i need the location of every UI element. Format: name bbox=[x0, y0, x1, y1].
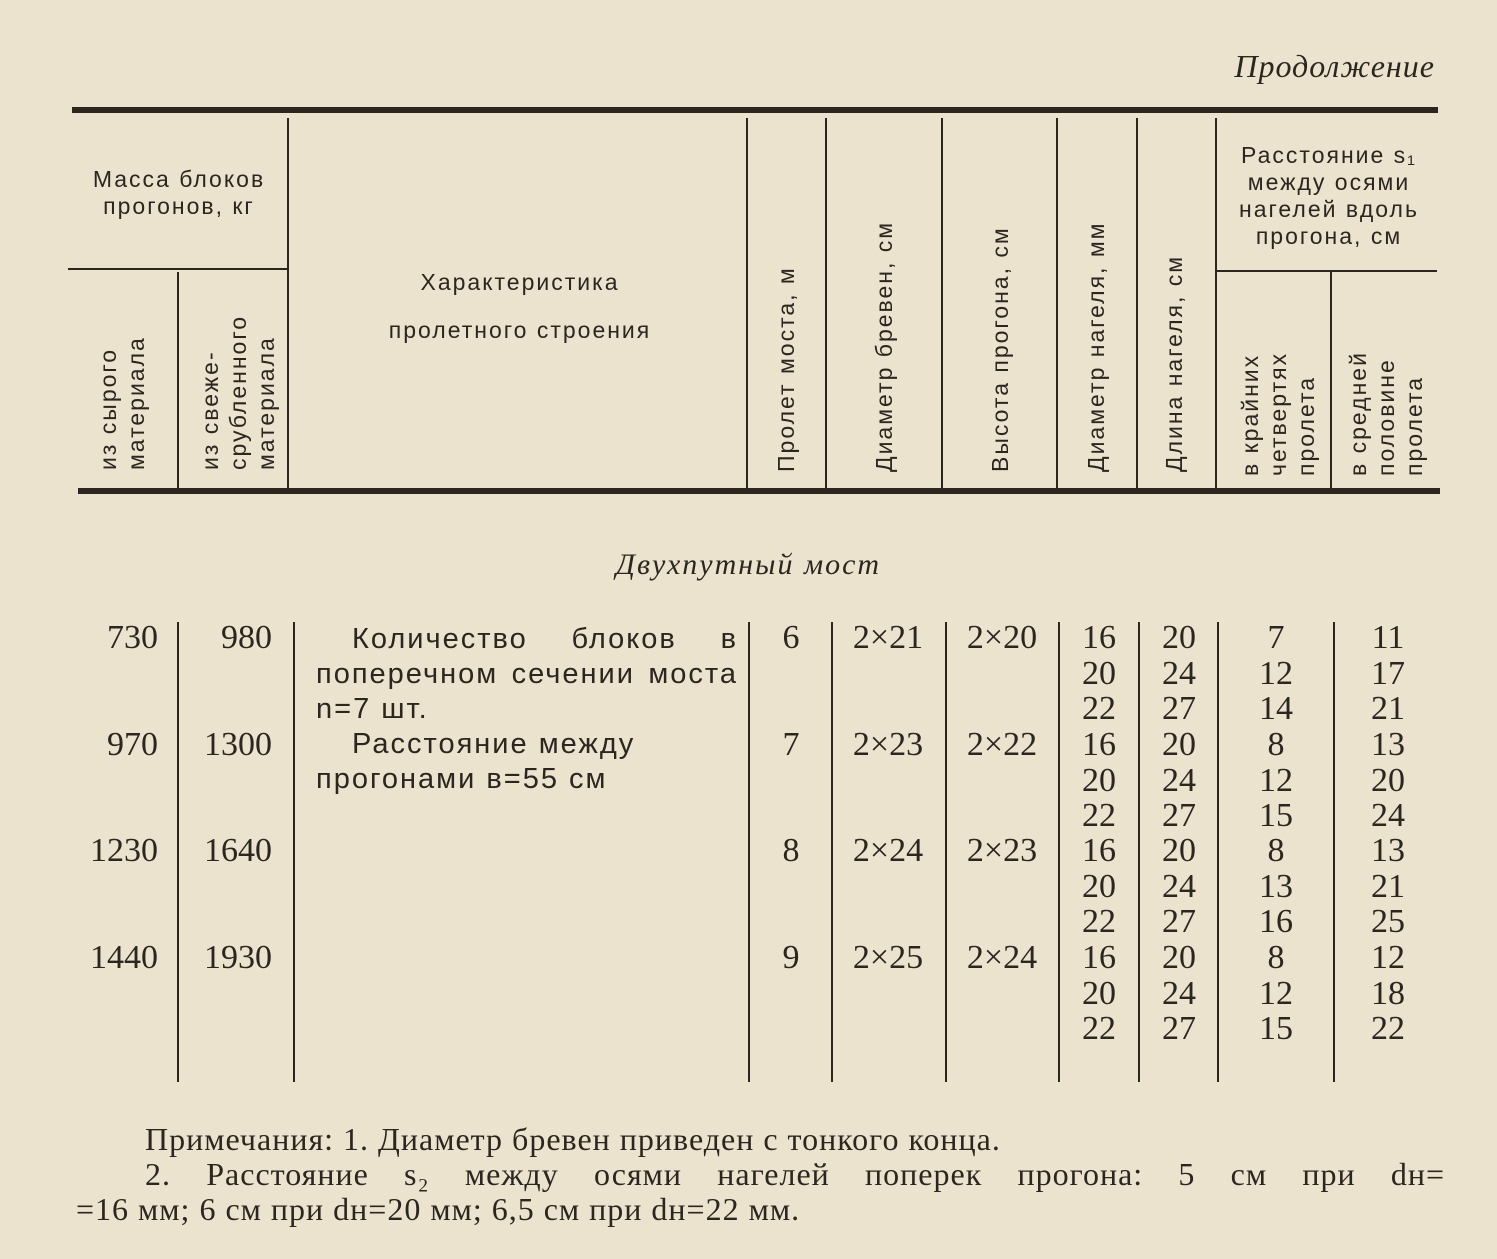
dowel-diameter-cell: 16 20 22 bbox=[1082, 619, 1116, 727]
dowel-diameter-header: Диаметр нагеля, мм bbox=[1083, 221, 1109, 472]
mass-raw-cell: 1230 bbox=[90, 832, 158, 869]
mass-raw-cell: 970 bbox=[107, 726, 158, 763]
log-diameter-cell: 2×21 bbox=[852, 619, 924, 656]
span-cell: 8 bbox=[782, 832, 800, 869]
spacing-middle-cell: 11 17 21 bbox=[1371, 619, 1405, 727]
spacing-middle-cell: 12 18 22 bbox=[1371, 939, 1405, 1047]
mass-fresh-header: из свеже- срубленного материала bbox=[197, 314, 279, 470]
beam-height-cell: 2×24 bbox=[966, 939, 1038, 976]
spacing-middle-header: в средней половине пролета bbox=[1345, 351, 1427, 476]
header-subrule bbox=[1215, 270, 1437, 272]
mass-raw-cell: 1440 bbox=[90, 939, 158, 976]
spacing-quarters-cell: 8 12 15 bbox=[1259, 726, 1293, 834]
section-title: Двухпутный мост bbox=[615, 548, 882, 581]
beam-height-cell: 2×23 bbox=[966, 832, 1038, 869]
note-line-1: Примечания: 1. Диаметр бревен приведен с тонкого конца. bbox=[145, 1121, 1001, 1157]
mass-raw-cell: 730 bbox=[107, 619, 158, 656]
description-para1: Количество блоков в поперечном сечении моста n=7 шт. bbox=[316, 623, 738, 725]
header-divider bbox=[825, 118, 827, 488]
spacing-group-header: Расстояние s₁ между осями нагелей вдоль прогона, см bbox=[1239, 142, 1419, 249]
mass-group-header: Масса блоков прогонов, кг bbox=[92, 166, 266, 219]
dowel-diameter-cell: 16 20 22 bbox=[1082, 726, 1116, 834]
beam-height-cell: 2×20 bbox=[966, 619, 1038, 656]
header-divider bbox=[746, 118, 748, 488]
spacing-quarters-cell: 8 13 16 bbox=[1259, 832, 1293, 940]
dowel-diameter-cell: 16 20 22 bbox=[1082, 832, 1116, 940]
header-divider bbox=[177, 272, 179, 488]
header-divider bbox=[1330, 272, 1332, 488]
dowel-length-header: Длина нагеля, см bbox=[1161, 254, 1187, 472]
dowel-length-cell: 20 24 27 bbox=[1162, 939, 1196, 1047]
log-diameter-cell: 2×25 bbox=[852, 939, 924, 976]
mass-fresh-cell: 980 bbox=[221, 619, 272, 656]
log-diameter-cell: 2×24 bbox=[852, 832, 924, 869]
span-cell: 6 bbox=[782, 619, 800, 656]
span-cell: 9 bbox=[782, 939, 800, 976]
header-divider bbox=[1136, 118, 1138, 488]
beam-height-header: Высота прогона, см bbox=[987, 226, 1013, 472]
body-divider bbox=[748, 622, 750, 1082]
characteristic-header: Характеристика пролетного строения bbox=[388, 269, 652, 343]
spacing-quarters-cell: 7 12 14 bbox=[1259, 619, 1293, 727]
header-divider bbox=[1056, 118, 1058, 488]
span-cell: 7 bbox=[782, 726, 800, 763]
mass-fresh-cell: 1930 bbox=[204, 939, 272, 976]
mass-raw-header: из сырого материала bbox=[95, 336, 149, 470]
body-divider bbox=[293, 622, 295, 1082]
span-description bbox=[316, 622, 738, 797]
span-header: Пролет моста, м bbox=[773, 266, 799, 472]
continuation-label: Продолжение bbox=[1234, 48, 1435, 84]
spacing-middle-cell: 13 21 25 bbox=[1371, 832, 1405, 940]
body-divider bbox=[177, 622, 179, 1082]
spacing-quarters-header: в крайних четвертях пролета bbox=[1237, 351, 1319, 476]
header-subrule bbox=[68, 268, 287, 270]
beam-height-cell: 2×22 bbox=[966, 726, 1038, 763]
dowel-diameter-cell: 16 20 22 bbox=[1082, 939, 1116, 1047]
dowel-length-cell: 20 24 27 bbox=[1162, 726, 1196, 834]
mass-fresh-cell: 1300 bbox=[204, 726, 272, 763]
header-divider bbox=[287, 118, 289, 488]
note-line-2: 2. Расстояние s₂ между осями нагелей поперек прогона: 5 см при dн= bbox=[145, 1156, 1445, 1192]
header-bottom-rule bbox=[78, 488, 1440, 494]
spacing-quarters-cell: 8 12 15 bbox=[1259, 939, 1293, 1047]
header-divider bbox=[941, 118, 943, 488]
spacing-middle-cell: 13 20 24 bbox=[1371, 726, 1405, 834]
log-diameter-header: Диаметр бревен, см bbox=[871, 220, 897, 472]
dowel-length-cell: 20 24 27 bbox=[1162, 619, 1196, 727]
dowel-length-cell: 20 24 27 bbox=[1162, 832, 1196, 940]
note-line-3: =16 мм; 6 см при dн=20 мм; 6,5 см при dн=22 мм. bbox=[76, 1191, 801, 1227]
table-top-rule bbox=[72, 107, 1438, 113]
description-para2: Расстояние между прогонами в=55 см bbox=[316, 728, 636, 795]
mass-fresh-cell: 1640 bbox=[204, 832, 272, 869]
log-diameter-cell: 2×23 bbox=[852, 726, 924, 763]
header-divider bbox=[1215, 118, 1217, 488]
